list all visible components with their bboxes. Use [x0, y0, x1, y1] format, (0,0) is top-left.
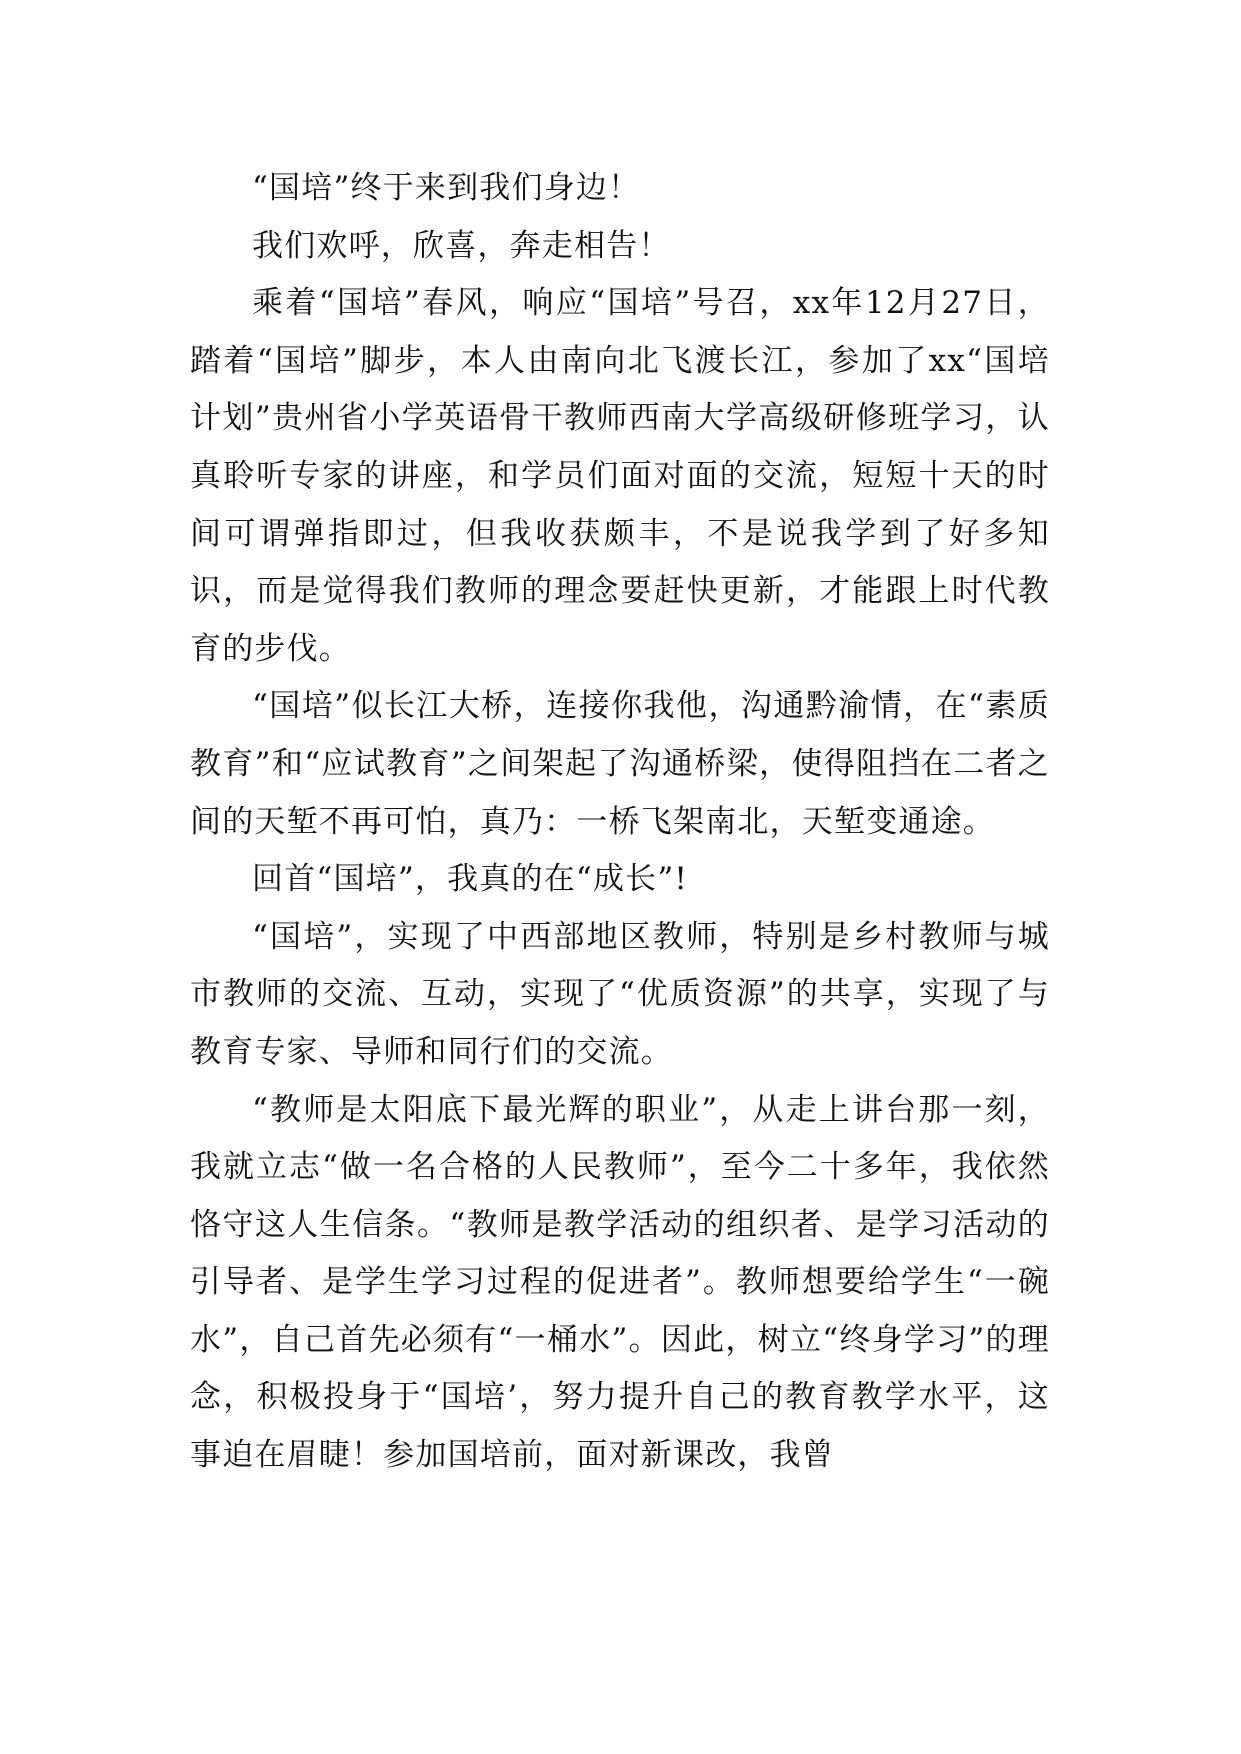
document-body — [190, 160, 1050, 1485]
paragraph-1: “国培”终于来到我们身边！ — [252, 170, 641, 206]
paragraph-4: “国培”似长江大桥，连接你我他，沟通黔渝情，在“素质教育”和“应试教育”之间架起了沟通桥梁，使得阻挡在二者之间的天堑不再可怕，真乃：一桥飞架南北，天堑变通途。 — [190, 688, 1050, 840]
paragraph-3: 乘着“国培”春风，响应“国培”号召，xx年12月27日，踏着“国培”脚步，本人由南向北飞渡长江，参加了xx“国培计划”贵州省小学英语骨干教师西南大学高级研修班学习，认真聆听专家的讲座，和学员们面对面的交流，短短十天的时间可谓弹指即过，但我收获颇丰，不是说我学到了好多知识，而是觉得我们教师的理念要赶快更新，才能跟上时代教育的步伐。 — [190, 285, 1050, 667]
paragraph-6: “国培”，实现了中西部地区教师，特别是乡村教师与城市教师的交流、互动，实现了“优质资源”的共享，实现了与教育专家、导师和同行们的交流。 — [190, 918, 1050, 1070]
paragraph-5: 回首“国培”，我真的在“成长”! — [252, 861, 689, 898]
paragraph-2: 我们欢呼，欣喜，奔走相告！ — [252, 227, 671, 264]
paragraph-7: “教师是太阳底下最光辉的职业”，从走上讲台那一刻，我就立志“做一名合格的人民教师”，至今二十多年，我依然恪守这人生信条。“教师是教学活动的组织者、是学习活动的引导者、是学生学习过程的促进者”。教师想要给学生“一碗水”，自己首先必须有“一桶水”。因此，树立“终身学习”的理念，积极投身于“国培’，努力提升自己的教育教学水平，这事迫在眉睫！参加国培前，面对新课改，我曾 — [190, 1091, 1050, 1474]
